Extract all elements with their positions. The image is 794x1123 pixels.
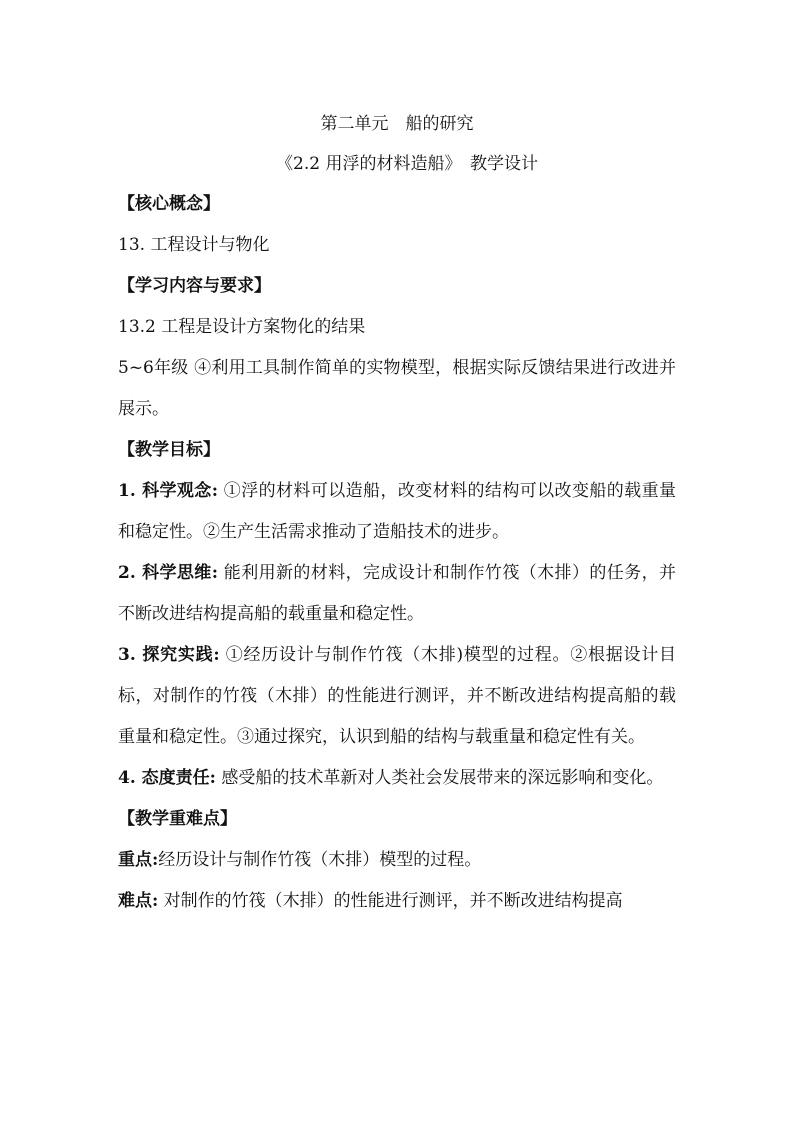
lesson-title: 《2.2 用浮的材料造船》 教学设计 (276, 154, 538, 174)
difficulty-text: 对制作的竹筏（木排）的性能进行测评，并不断改进结构提高 (158, 891, 623, 911)
goal-label: 1. 科学观念: (118, 481, 218, 501)
focus-text: 经历设计与制作竹筏（木排）模型的过程。 (158, 850, 482, 870)
goal-label: 3. 探究实践: (118, 645, 220, 665)
goals-heading: 【教学目标】 (118, 440, 220, 460)
key-points-heading: 【教学重难点】 (118, 809, 237, 829)
goal-item-inquiry-practice (118, 635, 676, 758)
goal-label: 2. 科学思维: (118, 563, 218, 583)
learning-content-heading: 【学习内容与要求】 (118, 276, 271, 296)
goal-text: ①浮的材料可以造船，改变材料的结构可以改变船的载重量和稳定性。②生产生活需求推动了造船技术的进步。 (118, 481, 676, 542)
goal-label: 4. 态度责任: (118, 768, 216, 788)
goal-text: 感受船的技术革新对人类社会发展带来的深远影响和变化。 (215, 768, 664, 788)
goal-text: ①经历设计与制作竹筏（木排)模型的过程。②根据设计目标，对制作的竹筏（木排）的性能进行测评，并不断改进结构提高船的载重量和稳定性。③通过探究，认识到船的结构与载重量和稳定性有关。 (118, 645, 676, 747)
core-concept-text: 13. 工程设计与物化 (118, 235, 270, 255)
goal-item-science-thinking (118, 553, 676, 635)
key-point-difficulty (118, 881, 676, 922)
goal-text: 能利用新的材料，完成设计和制作竹筏（木排）的任务，并不断改进结构提高船的载重量和稳定性。 (118, 563, 676, 624)
unit-title: 第二单元 船的研究 (320, 114, 474, 134)
goal-item-attitude (118, 758, 676, 799)
learning-content-requirement: 5~6年级 ④利用工具制作简单的实物模型，根据实际反馈结果进行改进并展示。 (118, 358, 676, 419)
goal-item-science-concept (118, 471, 676, 553)
core-concept-heading: 【核心概念】 (118, 194, 220, 214)
difficulty-label: 难点: (118, 891, 159, 911)
key-point-focus (118, 840, 676, 881)
learning-content-item: 13.2 工程是设计方案物化的结果 (118, 317, 366, 337)
focus-label: 重点: (118, 850, 159, 870)
